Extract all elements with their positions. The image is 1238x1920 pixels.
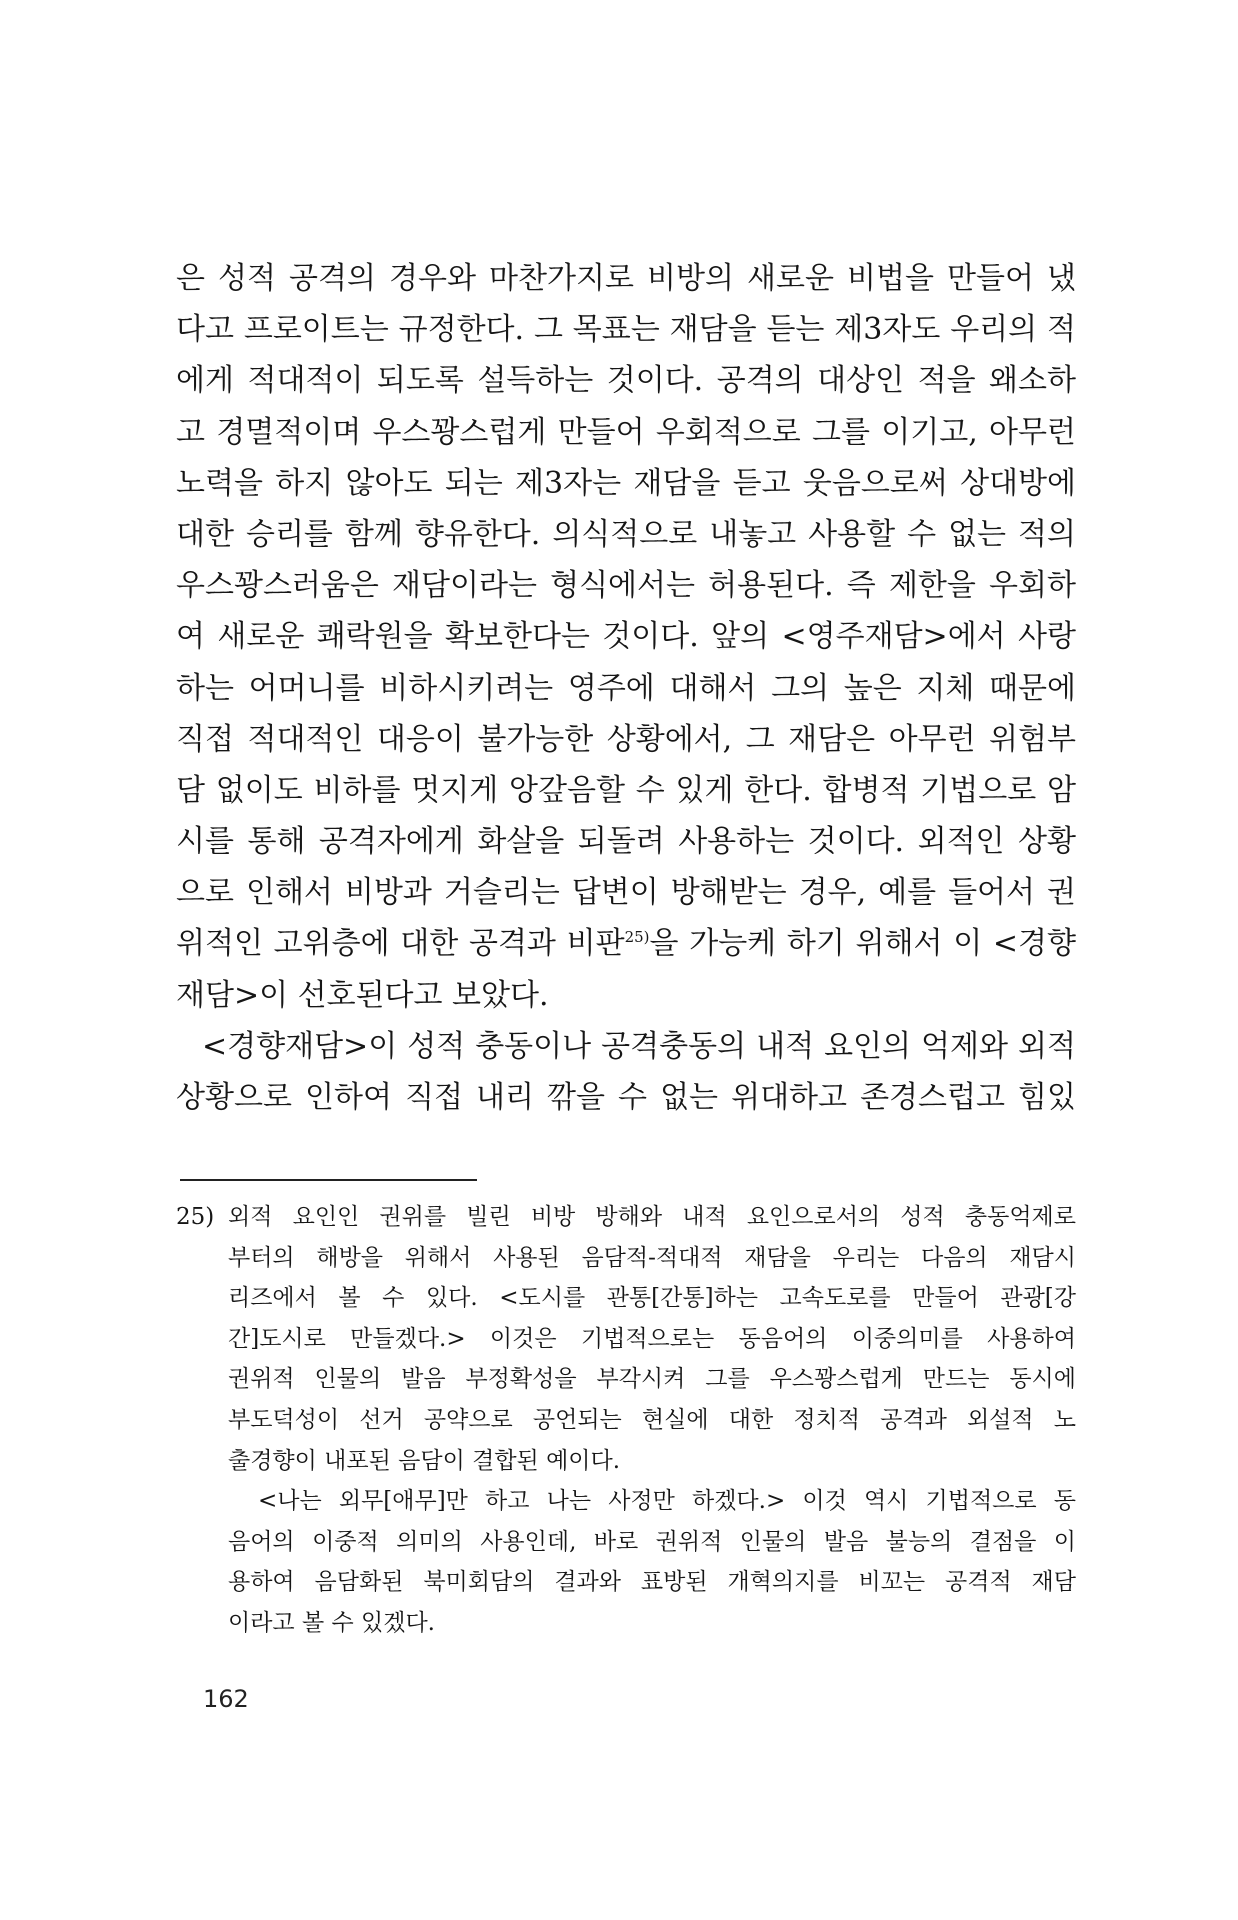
body-line: 우스꽝스러움은 재담이라는 형식에서는 허용된다. 즉 제한을 우회하 <box>176 568 1076 604</box>
body-line: 노력을 하지 않아도 되는 제3자는 재담을 듣고 웃음으로써 상대방에 <box>176 465 1076 501</box>
footnote-line: 출경향이 내포된 음담이 결합된 예이다. <box>228 1447 621 1474</box>
body-line: 은 성적 공격의 경우와 마찬가지로 비방의 새로운 비법을 만들어 냈 <box>176 261 1076 296</box>
body-line: 상황으로 인하여 직접 내리 깎을 수 없는 위대하고 존경스럽고 힘있 <box>176 1080 1076 1115</box>
footnote-line: <나는 외무[애무]만 하고 나는 사정만 하겠다.> 이것 역시 기법적으로 동 <box>258 1488 1076 1515</box>
footnote-line: 음어의 이중적 의미의 사용인데, 바로 권위적 인물의 발음 불능의 결점을 이 <box>228 1528 1076 1555</box>
page-number: 162 <box>203 1685 249 1713</box>
footnote-reference[interactable]: 25) <box>624 928 650 947</box>
footnote-line: 부도덕성이 선거 공약으로 공언되는 현실에 대한 정치적 공격과 외설적 노 <box>228 1406 1076 1433</box>
footnote-line: 용하여 음담화된 북미회담의 결과와 표방된 개혁의지를 비꼬는 공격적 재담 <box>228 1569 1076 1596</box>
footnote-divider <box>180 1179 477 1181</box>
body-line-text: 위적인 고위층에 대한 공격과 비판 <box>176 926 625 962</box>
body-text <box>176 253 1076 1123</box>
body-line: <경향재담>이 성적 충동이나 공격충동의 내적 요인의 억제와 외적 <box>202 1028 1076 1064</box>
body-line: 재담>이 선호된다고 보았다. <box>176 977 549 1013</box>
footnote-line: 권위적 인물의 발음 부정확성을 부각시켜 그를 우스꽝스럽게 만드는 동시에 <box>228 1366 1076 1393</box>
footnote-line-text: 외적 요인인 권위를 빌린 비방 방해와 내적 요인으로서의 성적 충동억제로 <box>228 1204 1076 1230</box>
body-line: 고 경멸적이며 우스꽝스럽게 만들어 우회적으로 그를 이기고, 아무런 <box>176 414 1076 450</box>
body-line: 여 새로운 쾌락원을 확보한다는 것이다. 앞의 <영주재담>에서 사랑 <box>176 619 1076 655</box>
footnote-line: 이라고 볼 수 있겠다. <box>228 1609 435 1636</box>
body-line: 다고 프로이트는 규정한다. 그 목표는 재담을 듣는 제3자도 우리의 적 <box>176 312 1076 348</box>
body-line: 하는 어머니를 비하시키려는 영주에 대해서 그의 높은 지체 때문에 <box>176 670 1076 706</box>
footnote-line: 부터의 해방을 위해서 사용된 음담적-적대적 재담을 우리는 다음의 재담시 <box>228 1244 1076 1271</box>
footnote-number: 25) <box>176 1204 215 1230</box>
body-line: 직접 적대적인 대응이 불가능한 상황에서, 그 재담은 아무런 위험부 <box>176 721 1076 757</box>
body-line: 시를 통해 공격자에게 화살을 되돌려 사용하는 것이다. 외적인 상황 <box>176 824 1076 860</box>
body-line: 에게 적대적이 되도록 설득하는 것이다. 공격의 대상인 적을 왜소하 <box>176 363 1076 399</box>
footnote-line: 리즈에서 볼 수 있다. <도시를 관통[간통]하는 고속도로를 만들어 관광[강 <box>228 1285 1076 1312</box>
body-line-text: 을 가능케 하기 위해서 이 <경향 <box>649 926 1076 962</box>
body-line-with-footnote-ref <box>176 918 1076 969</box>
footnote-25 <box>176 1197 1076 1644</box>
body-line: 으로 인해서 비방과 거슬리는 답변이 방해받는 경우, 예를 들어서 권 <box>176 875 1076 911</box>
body-line: 대한 승리를 함께 향유한다. 의식적으로 내놓고 사용할 수 없는 적의 <box>176 516 1076 552</box>
footnote-line <box>176 1197 1076 1238</box>
body-line: 담 없이도 비하를 멋지게 앙갚음할 수 있게 한다. 합병적 기법으로 암 <box>176 772 1076 808</box>
footnote-line: 간]도시로 만들겠다.> 이것은 기법적으로는 동음어의 이중의미를 사용하여 <box>228 1325 1076 1352</box>
